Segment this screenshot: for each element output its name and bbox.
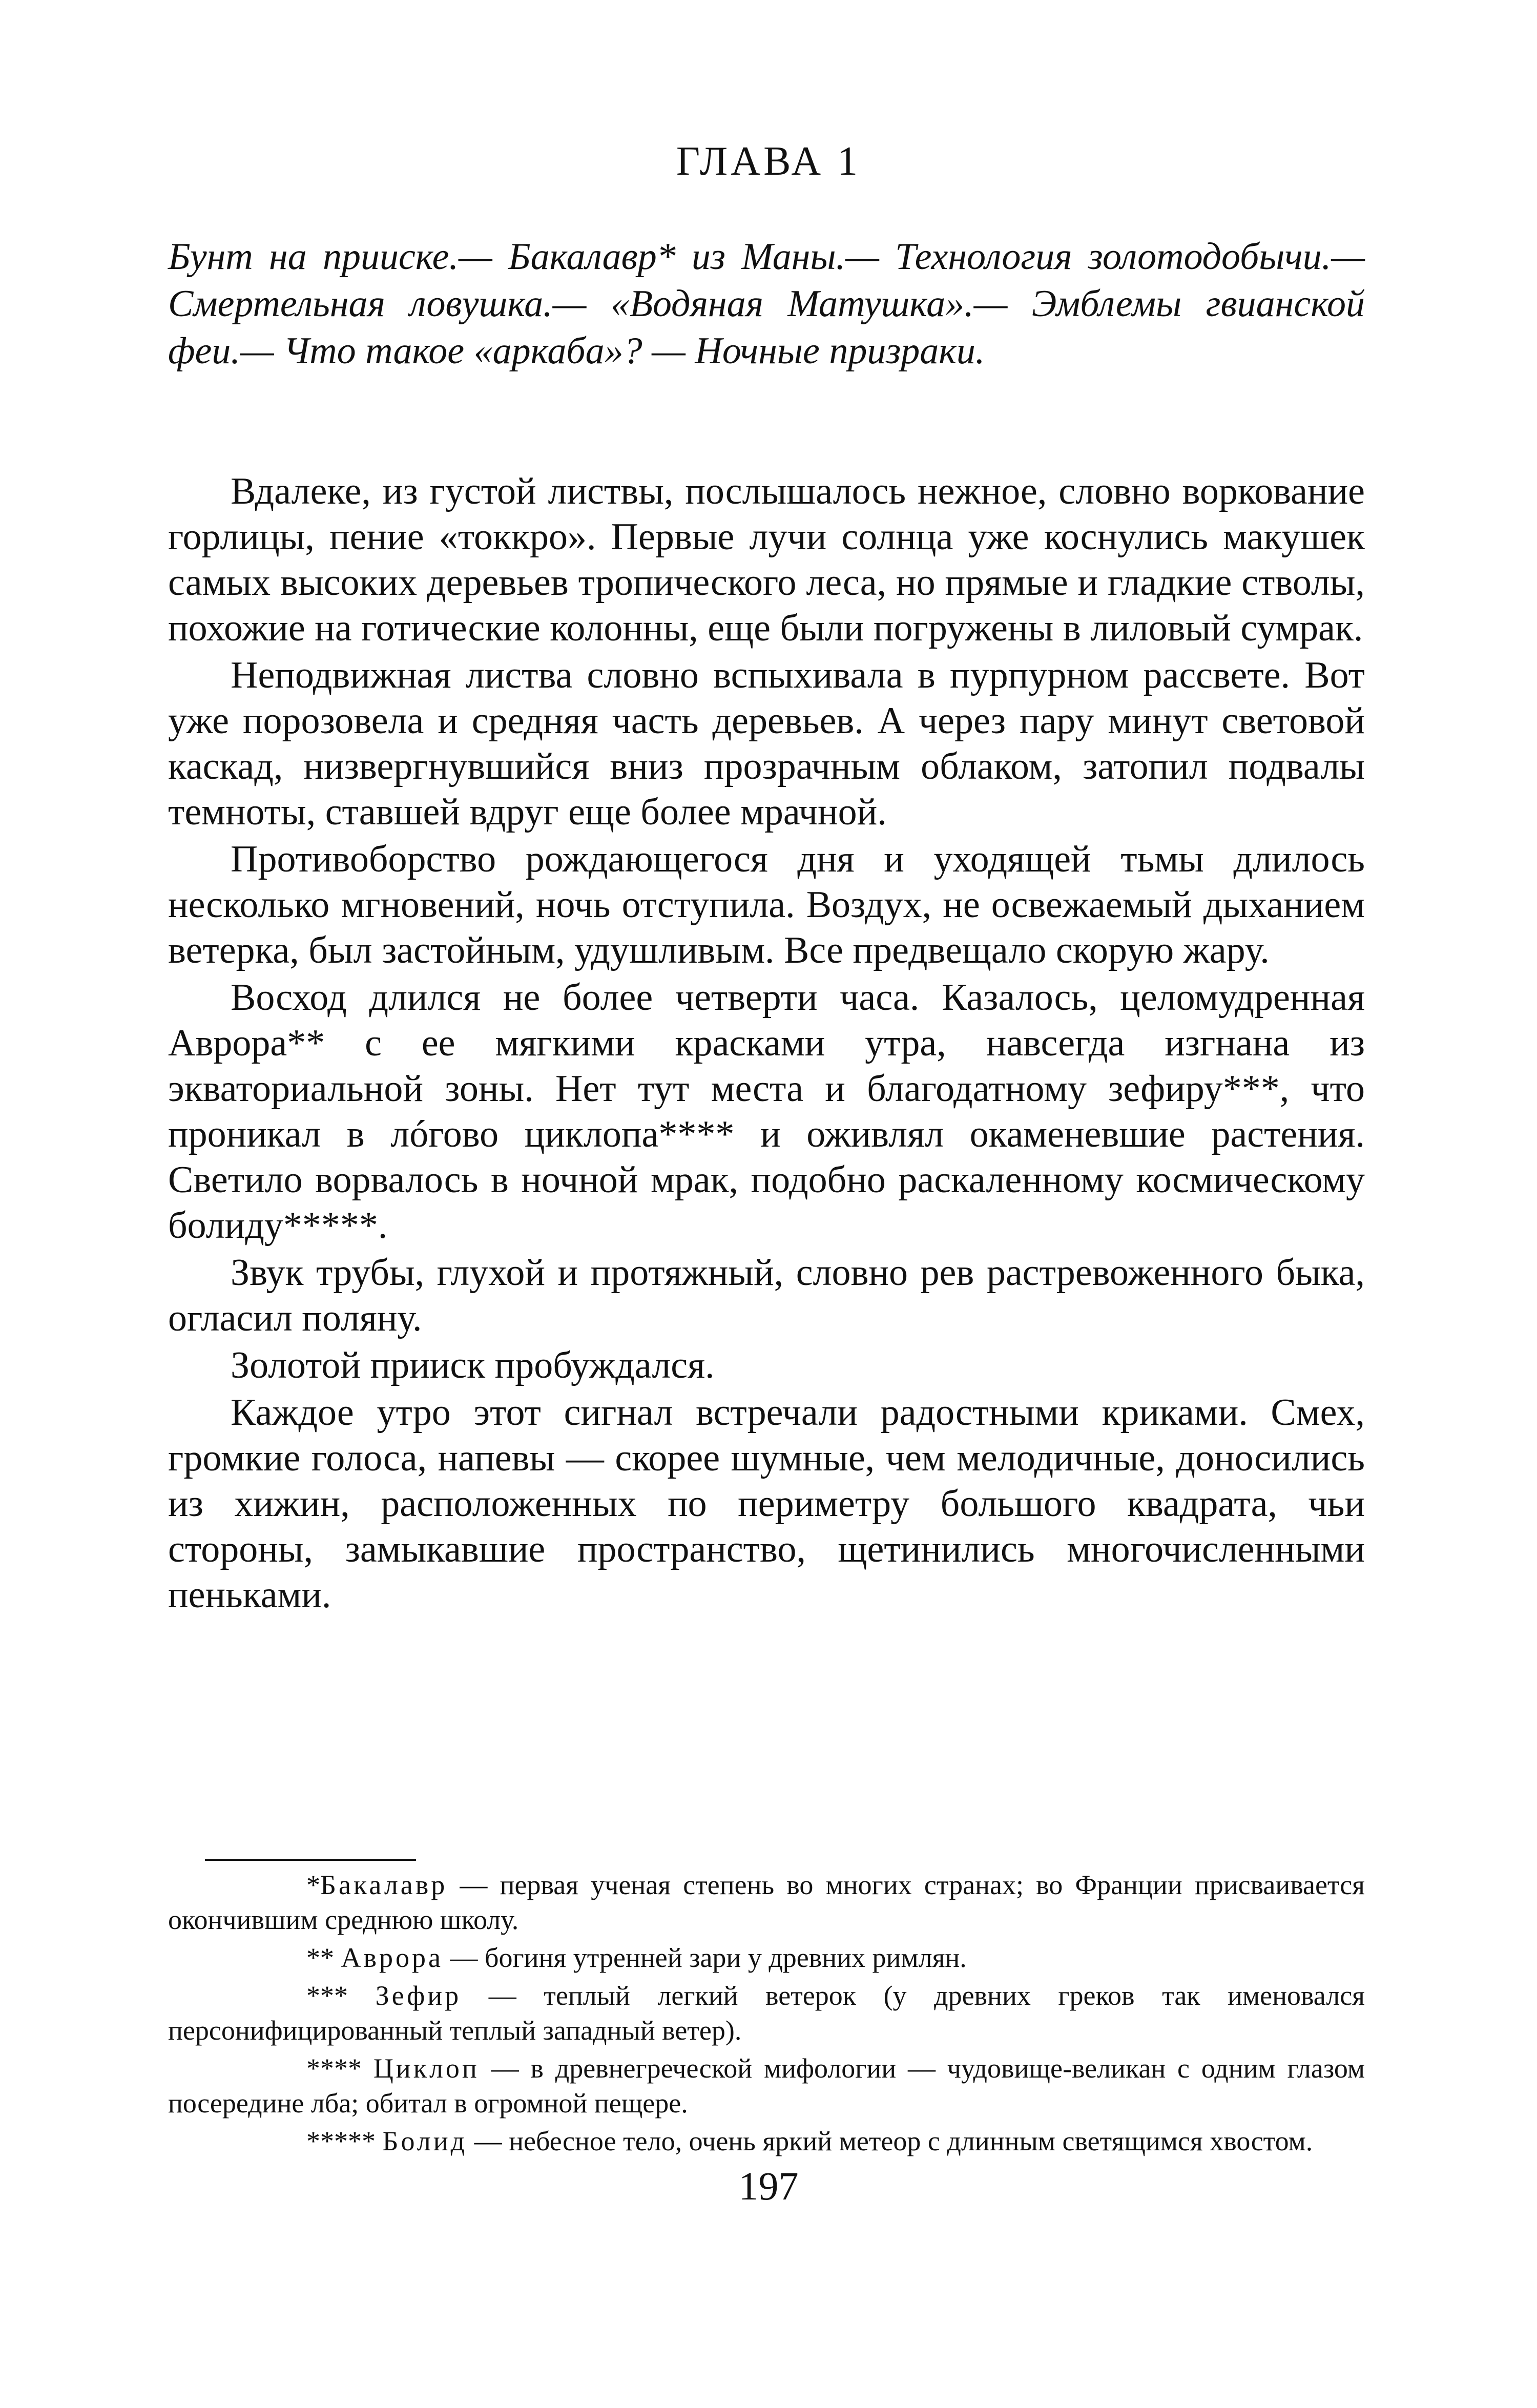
footnote-mark: **: [306, 1942, 334, 1973]
page-number: 197: [738, 2164, 799, 2208]
footnote-term: Зефир: [375, 1980, 462, 2011]
footnote-text: — первая ученая степень во многих странах; во Франции присваивается окончившим среднюю школу.: [168, 1870, 1365, 1935]
chapter-summary: Бунт на прииске.— Бакалавр* из Маны.— Технология золотодобычи.— Смертельная ловушка.— «Водяная Матушка».— Эмблемы гвианской феи.— Что такое «аркаба»? — Ночные призраки.: [168, 236, 1365, 372]
body-text: [168, 469, 1365, 1620]
paragraph: Восход длился не более четверти часа. Казалось, целомудренная Аврора** с ее мягкими красками утра, навсегда изгнана из экваториальной зоны. Нет тут места и благодатному зефиру***, что проникал в лóгово циклопа**** и оживлял окаменевшие растения. Светило ворвалось в ночной мрак, подобно раскаленному космическому болиду*****.: [168, 977, 1365, 1247]
footnote: [168, 2124, 1365, 2158]
footnote-term: Аврора: [341, 1942, 443, 1973]
paragraph: Золотой прииск пробуждался.: [231, 1344, 715, 1386]
footnote: [168, 1867, 1365, 1937]
paragraph: Противоборство рождающегося дня и уходящей тьмы длилось несколько мгновений, ночь отступила. Воздух, не освежаемый дыханием ветерка, был застойным, удушливым. Все предвещало скорую жару.: [168, 838, 1365, 971]
paragraph: Звук трубы, глухой и протяжный, словно рев растревоженного быка, огласил поляну.: [168, 1252, 1365, 1339]
footnote-text: — теплый легкий ветерок (у древних греков так именовался персонифицированный теплый западный ветер).: [168, 1980, 1365, 2046]
footnote-mark: ****: [306, 2053, 362, 2084]
footnote-divider: [205, 1859, 416, 1861]
footnote-term: Болид: [382, 2126, 468, 2156]
paragraph: Неподвижная листва словно вспыхивала в пурпурном рассвете. Вот уже порозовела и средняя часть деревьев. А через пару минут световой каскад, низвергнувшийся вниз прозрачным облаком, затопил подвалы темноты, ставшей вдруг еще более мрачной.: [168, 654, 1365, 833]
footnote-text: — в древнегреческой мифологии — чудовище-великан с одним глазом посередине лба; обитал в огромной пещере.: [168, 2053, 1365, 2119]
footnote-term: Циклоп: [373, 2053, 480, 2084]
paragraph: Вдалеке, из густой листвы, послышалось нежное, словно воркование горлицы, пение «токкро». Первые лучи солнца уже коснулись макушек самых высоких деревьев тропического леса, но прямые и гладкие стволы, похожие на готические колонны, еще были погружены в лиловый сумрак.: [168, 470, 1365, 649]
footnote-term: Бакалавр: [320, 1870, 448, 1900]
footnote: [168, 1940, 1365, 1975]
footnote: [168, 2051, 1365, 2121]
paragraph: Каждое утро этот сигнал встречали радостными криками. Смех, громкие голоса, напевы — скорее шумные, чем мелодичные, доносились из хижин, расположенных по периметру большого квадрата, чьи стороны, замыкавшие пространство, щетинились многочисленными пеньками.: [168, 1392, 1365, 1616]
chapter-title: ГЛАВА 1: [676, 139, 861, 184]
footnote: [168, 1978, 1365, 2048]
footnote-text: — богиня утренней зари у древних римлян.: [443, 1942, 967, 1973]
footnote-mark: ***: [306, 1980, 348, 2011]
footnote-mark: *****: [306, 2126, 376, 2156]
footnote-text: — небесное тело, очень яркий метеор с длинным светящимся хвостом.: [467, 2126, 1313, 2156]
footnote-mark: *: [306, 1870, 320, 1900]
footnotes: [168, 1867, 1365, 2162]
